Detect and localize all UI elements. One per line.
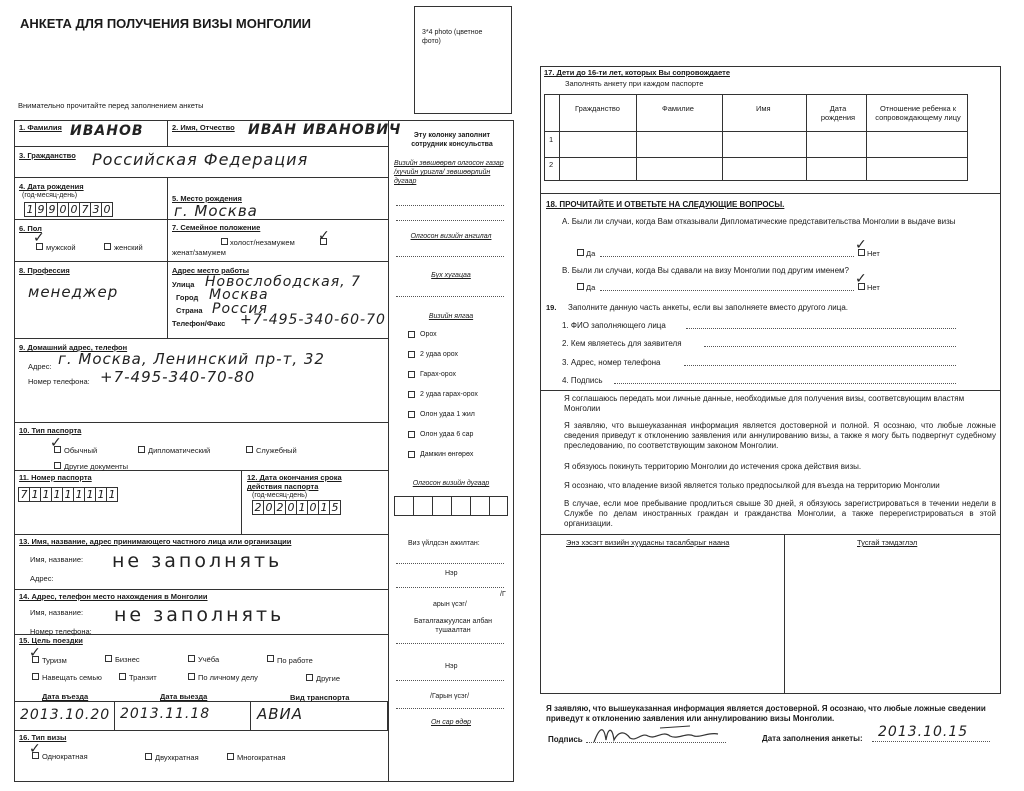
surname-value[interactable]: ИВАНОВ (70, 123, 144, 139)
service-checkbox[interactable] (246, 446, 253, 453)
purpose-transit-label: Транзит (129, 673, 157, 682)
footer-declaration: Я заявляю, что вышеуказанная информация является достоверной. Я осознаю, что любые ложные сведении приведут к отклонению заявления или аннулированию визы Монголии. (546, 704, 986, 723)
city-label: Город (176, 293, 199, 302)
consulate-type-checkbox-4[interactable] (408, 411, 415, 418)
single-entry-check-mark: ✓ (29, 741, 41, 757)
consulate-type-checkbox-1[interactable] (408, 351, 415, 358)
question-b: В. Были ли случаи, когда Вы сдавали на визу Монголии под другим именем? (562, 266, 849, 275)
multiple-entry-checkbox[interactable] (227, 753, 234, 760)
expiry-digit-5: 0 (307, 500, 319, 515)
qb-no-label: Нет (867, 283, 880, 292)
qb-no-check-mark: ✓ (855, 271, 867, 287)
col-name: Имя (756, 104, 771, 113)
decl-4: Я осознаю, что владение визой является только предпосылкой для въезда на территорию Монголии (564, 481, 940, 490)
birth-digit-0: 1 (24, 202, 36, 217)
proxy-signature-label: 4. Подпись (562, 376, 603, 385)
birth-digit-6: 3 (90, 202, 102, 217)
female-checkbox[interactable] (104, 243, 111, 250)
passport-number-digits[interactable] (18, 487, 117, 502)
double-entry-label: Двухкратная (155, 753, 199, 762)
passport-digit-1: 1 (29, 487, 41, 502)
consulate-issued: Виз үйлдсэн ажилтан: (408, 540, 480, 547)
consulate-type-checkbox-6[interactable] (408, 451, 415, 458)
decl-1: Я соглашаюсь передать мои личные данные, необходимые для получения визы, соответсвующим властям Монголии (564, 394, 965, 413)
decl-5: В случае, если мое пребывание продлиться свыше 30 дней, я обязуюсь зарегистрироваться в течении недели в Службе по делам иностранных граждан и гражданства Монголии, а также перерегистрироваться в этой организации. (564, 499, 996, 528)
ordinary-label: Обычный (64, 446, 98, 455)
passport-digit-0: 7 (18, 487, 30, 502)
passport-expiry-sub: (год-месяц-день) (252, 492, 308, 499)
citizenship-label: 3. Гражданство (19, 151, 76, 160)
purpose-study-label: Учёба (198, 655, 220, 664)
consulate-type-checkbox-2[interactable] (408, 371, 415, 378)
purpose-tourism-label: Туризм (42, 656, 67, 665)
home-phone-label: Номер телефона: (28, 377, 90, 386)
expiry-digit-6: 1 (318, 500, 330, 515)
date-filled-value[interactable]: 2013.10.15 (878, 724, 969, 740)
consulate-type-label-3: 2 удаа гарах-орох (420, 391, 478, 398)
female-label: женский (114, 243, 143, 252)
consulate-type-label-5: Олон удаа 6 сар (420, 431, 474, 438)
birthplace-label: 5. Место рождения (172, 194, 242, 203)
street-label: Улица (172, 280, 195, 289)
consulate-name: Нэр (445, 570, 458, 577)
birth-digit-3: 0 (57, 202, 69, 217)
exit-date-label: Дата выезда (160, 692, 208, 701)
consulate-item-term: Бүх хугацаа (431, 272, 471, 279)
consulate-type-checkbox-5[interactable] (408, 431, 415, 438)
children-label: 17. Дети до 16-ти лет, которых Вы сопровождаете (544, 68, 730, 77)
section19-text: Заполните данную часть анкеты, если вы заполняете вместо другого лица. (568, 303, 849, 312)
passport-digit-8: 1 (106, 487, 118, 502)
qa-no-label: Нет (867, 249, 880, 258)
consulate-g: /Г (500, 591, 506, 598)
male-check-mark: ✓ (33, 230, 45, 246)
other-docs-checkbox[interactable] (54, 462, 61, 469)
single-label: холост/незамужем (230, 238, 295, 247)
birth-digit-1: 9 (35, 202, 47, 217)
expiry-digit-0: 2 (252, 500, 264, 515)
consulate-org: Баталгаажуулсан албан тушаалтан (413, 618, 493, 634)
other-docs-label: Другие документы (64, 462, 128, 471)
home-addr-label: Адрес: (28, 362, 52, 371)
col-birthdate: Дата рождения (820, 104, 856, 122)
section19-number: 19. (546, 303, 557, 312)
purpose-transit-checkbox[interactable] (119, 673, 126, 680)
host-label: 13. Имя, название, адрес принимающего частного лица или организации (19, 537, 292, 546)
profession-value[interactable]: менеджер (28, 283, 119, 301)
question-a: А. Были ли случаи, когда Вам отказывали Дипломатические представительства Монголии в выдаче визы (562, 217, 956, 226)
consulate-type-label-4: Олон удаа 1 жил (420, 411, 475, 418)
male-label: мужской (46, 243, 76, 252)
qb-yes-label: Да (586, 283, 596, 292)
gender-label: 6. Пол (19, 224, 42, 233)
home-address-label: 9. Домашний адрес, телефон (19, 343, 128, 352)
name-value[interactable]: ИВАН ИВАНОВИЧ (248, 122, 402, 138)
passport-digit-4: 1 (62, 487, 74, 502)
photo-box (414, 6, 512, 114)
home-phone-value[interactable]: +7-495-340-70-80 (100, 368, 256, 386)
stay-phone-label: Номер телефона: (30, 627, 92, 636)
birthplace-value[interactable]: г. Москва (174, 202, 258, 220)
purpose-other-label: Другие (316, 674, 341, 683)
single-checkbox[interactable] (221, 238, 228, 245)
mongolia-addr-label: 14. Адрес, телефон место нахождения в Монголии (19, 592, 208, 601)
questions-label: 18. ПРОЧИТАЙТЕ И ОТВЕТЬТЕ НА СЛЕДУЮЩИЕ ВОПРОСЫ. (546, 200, 785, 209)
consulate-type-label-6: Дамжин өнгөрөх (420, 451, 474, 458)
expiry-digit-7: 5 (329, 500, 341, 515)
expiry-digit-4: 1 (296, 500, 308, 515)
profession-label: 8. Профессия (19, 266, 70, 275)
qa-yes-checkbox[interactable] (577, 249, 584, 256)
expiry-digit-1: 0 (263, 500, 275, 515)
host-name-label: Имя, название: (30, 555, 84, 564)
passport-expiry-label: 12. Дата окончания срока действия паспорта (247, 473, 342, 491)
purpose-family-checkbox[interactable] (32, 673, 39, 680)
purpose-family-label: Навещать семью (42, 673, 102, 682)
proxy-address-label: 3. Адрес, номер телефона (562, 358, 661, 367)
passport-digit-6: 1 (84, 487, 96, 502)
marital-label: 7. Семейное положение (172, 223, 261, 232)
expiry-digit-2: 2 (274, 500, 286, 515)
consulate-visa-number-label: Олгосон визийн дугаар (412, 480, 490, 487)
divider (388, 120, 389, 782)
purpose-business-label: Бизнес (115, 655, 140, 664)
transport-label: Вид транспорта (290, 693, 350, 702)
birth-digit-4: 0 (68, 202, 80, 217)
purpose-business-checkbox[interactable] (105, 655, 112, 662)
signature-label: Подпись (548, 735, 583, 744)
multiple-entry-label: Многократная (237, 753, 286, 762)
decl-3: Я обязуюсь покинуть территорию Монголии до истечения срока действия визы. (564, 462, 862, 471)
qa-yes-label: Да (586, 249, 596, 258)
passport-digit-5: 1 (73, 487, 85, 502)
qb-yes-checkbox[interactable] (577, 283, 584, 290)
lower-right-caption: Тусгай тэмдэглэл (857, 538, 918, 547)
proxy-relation-label: 2. Кем являетесь для заявителя (562, 339, 682, 348)
country-value[interactable]: Россия (212, 301, 268, 317)
consulate-type-checkbox-3[interactable] (408, 391, 415, 398)
purpose-work-checkbox[interactable] (267, 655, 274, 662)
home-addr-value[interactable]: г. Москва, Ленинский пр-т, 32 (58, 350, 325, 368)
passport-digit-7: 1 (95, 487, 107, 502)
surname-label: 1. Фамилия (19, 123, 62, 132)
purpose-personal-label: По личному делу (198, 673, 258, 682)
consulate-head: Эту колонку заполнит сотрудник консульства (411, 132, 493, 148)
row-1: 1 (549, 135, 554, 144)
diplomatic-label: Дипломатический (148, 446, 211, 455)
consulate-sign2: /Гарын үсэг/ (430, 693, 470, 700)
service-label: Служебный (256, 446, 297, 455)
passport-digit-2: 1 (40, 487, 52, 502)
signature-scribble (590, 722, 725, 748)
decl-2: Я заявляю, что вышеуказанная информация является достоверной и полной. Я осознаю, что любые ложные сведения приведут к отклонению заявления или аннулированию визы, а также я могу быть подвергнут судебному преследованию, по соответствующим законом Монголии. (564, 421, 996, 450)
host-addr-label: Адрес: (30, 574, 54, 583)
consulate-type-checkbox-0[interactable] (408, 331, 415, 338)
visa-type-label: 16. Тип визы (19, 733, 67, 742)
purpose-personal-checkbox[interactable] (188, 673, 195, 680)
expiry-digit-3: 0 (285, 500, 297, 515)
transport-value[interactable]: АВИА (257, 705, 304, 723)
passport-expiry-digits[interactable] (252, 500, 340, 515)
date-filled-label: Дата заполнения анкеты: (762, 734, 863, 743)
ordinary-check-mark: ✓ (50, 435, 62, 451)
birthdate-digits[interactable] (24, 202, 112, 217)
host-value[interactable]: не заполнять (112, 550, 283, 572)
entry-date-label: Дата въезда (42, 692, 89, 701)
form-title: АНКЕТА ДЛЯ ПОЛУЧЕНИЯ ВИЗЫ МОНГОЛИИ (20, 16, 312, 31)
lower-left-caption: Энэ хэсэгт визийн хуудасны тасалбарыг наана (566, 538, 730, 547)
children-sub: Заполнять анкету при каждом паспорте (565, 79, 704, 88)
col-relation: Отношение ребенка к сопровождающему лицу (875, 104, 961, 122)
street-value[interactable]: Новослободская, 7 (205, 274, 361, 290)
married-check-mark: ✓ (318, 228, 330, 244)
consulate-date: Он сар өдөр (430, 719, 472, 726)
single-entry-label: Однократная (42, 752, 88, 761)
consulate-item-permit: Визийн зөвшөөрөл олгосон газар /хүчийн уригла/ зөвшөөрлийн дугаар (394, 160, 504, 185)
qa-no-check-mark: ✓ (855, 237, 867, 253)
birth-digit-2: 9 (46, 202, 58, 217)
photo-note: 3*4 photo (цветное фото) (422, 29, 483, 45)
passport-type-label: 10. Тип паспорта (19, 426, 82, 435)
purpose-other-checkbox[interactable] (306, 674, 313, 681)
city-value[interactable]: Москва (209, 287, 269, 303)
exit-date-value[interactable]: 2013.11.18 (120, 706, 211, 722)
name-label: 2. Имя, Отчество (172, 123, 235, 132)
citizenship-value[interactable]: Российская Федерация (92, 150, 309, 169)
passport-number-label: 11. Номер паспорта (19, 473, 92, 482)
purpose-work-label: По работе (277, 656, 313, 665)
work-phone-value[interactable]: +7-495-340-60-70 (240, 312, 386, 328)
stay-value[interactable]: не заполнять (114, 604, 285, 626)
consulate-type-label-2: Гарах-орох (420, 371, 457, 378)
double-entry-checkbox[interactable] (145, 753, 152, 760)
consulate-name2: Нэр (445, 663, 458, 670)
col-citizenship: Гражданство (575, 104, 620, 113)
purpose-label: 15. Цель поездки (19, 636, 83, 645)
purpose-study-checkbox[interactable] (188, 655, 195, 662)
birthdate-sub: (год-месяц-день) (22, 192, 78, 199)
instruction: Внимательно прочитайте перед заполнением анкеты (18, 101, 204, 110)
birthdate-label: 4. Дата рождения (19, 182, 84, 191)
consulate-item-type: Визийн ялгаа (428, 313, 474, 320)
consulate-type-label-0: Орох (420, 331, 437, 338)
row-2: 2 (549, 160, 554, 169)
col-surname: Фамилие (662, 104, 694, 113)
consulate-sign: арын үсэг/ (433, 601, 467, 608)
work-address-label: Адрес место работы (172, 266, 249, 275)
consulate-type-label-1: 2 удаа орох (420, 351, 459, 358)
work-phone-label: Телефон/Факс (172, 319, 226, 328)
diplomatic-checkbox[interactable] (138, 446, 145, 453)
consulate-item-category: Олгосон визийн ангилал (410, 233, 492, 240)
birth-digit-5: 7 (79, 202, 91, 217)
tourism-check-mark: ✓ (29, 645, 41, 661)
country-label: Страна (176, 306, 203, 315)
entry-date-value[interactable]: 2013.10.20 (20, 707, 111, 723)
married-label: женат/замужем (172, 248, 226, 257)
passport-digit-3: 1 (51, 487, 63, 502)
stay-name-label: Имя, название: (30, 608, 84, 617)
birth-digit-7: 0 (101, 202, 113, 217)
proxy-name-label: 1. ФИО заполняющего лица (562, 321, 666, 330)
